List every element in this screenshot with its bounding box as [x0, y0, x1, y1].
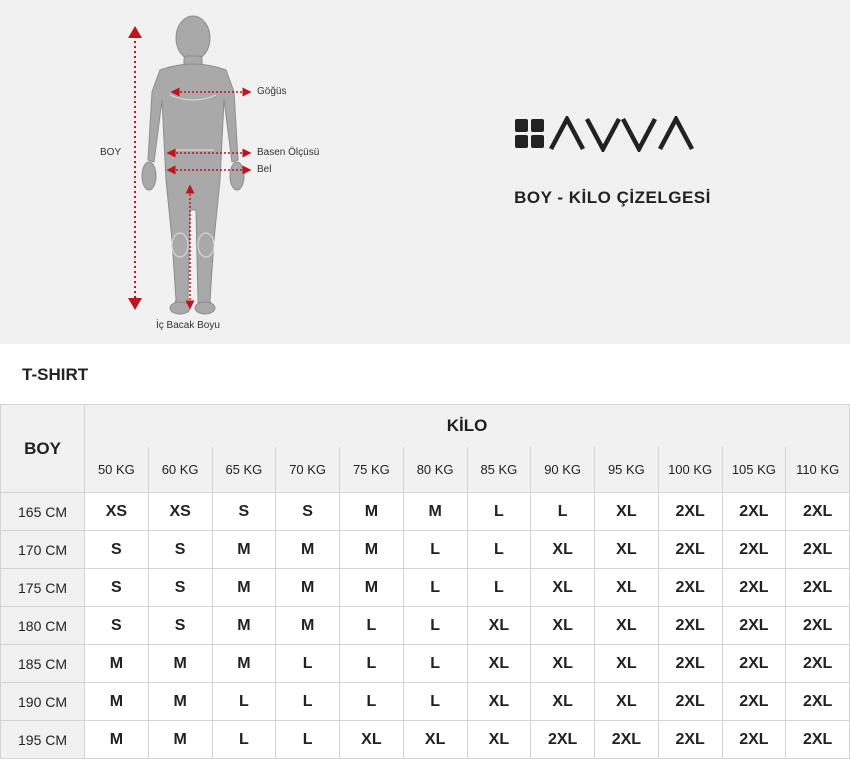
- weight-header: 75 KG: [340, 447, 404, 493]
- size-cell: 2XL: [658, 645, 722, 683]
- size-cell: M: [340, 493, 404, 531]
- size-cell: 2XL: [722, 531, 786, 569]
- size-cell: S: [85, 607, 149, 645]
- size-cell: 2XL: [658, 607, 722, 645]
- size-cell: M: [85, 645, 149, 683]
- size-cell: M: [403, 493, 467, 531]
- size-cell: M: [148, 683, 212, 721]
- size-cell: 2XL: [722, 645, 786, 683]
- size-cell: 2XL: [722, 569, 786, 607]
- size-cell: 2XL: [531, 721, 595, 759]
- table-row: [1, 683, 850, 721]
- size-cell: M: [212, 645, 276, 683]
- size-cell: L: [531, 493, 595, 531]
- weight-header: 70 KG: [276, 447, 340, 493]
- column-group-header-kilo: KİLO: [85, 405, 850, 447]
- table-row: [1, 721, 850, 759]
- section-title: T-SHIRT: [22, 365, 89, 384]
- size-cell: XL: [595, 493, 659, 531]
- table-row: [1, 569, 850, 607]
- size-cell: XL: [531, 607, 595, 645]
- label-ic-bacak: İç Bacak Boyu: [156, 320, 220, 331]
- size-cell: 2XL: [722, 721, 786, 759]
- size-cell: L: [403, 645, 467, 683]
- size-cell: L: [467, 493, 531, 531]
- height-cell: 175 CM: [1, 569, 85, 607]
- weight-header: 85 KG: [467, 447, 531, 493]
- size-cell: 2XL: [658, 493, 722, 531]
- size-cell: L: [403, 569, 467, 607]
- size-cell: XL: [531, 683, 595, 721]
- weight-header: 105 KG: [722, 447, 786, 493]
- size-cell: L: [340, 683, 404, 721]
- height-cell: 165 CM: [1, 493, 85, 531]
- weight-header: 90 KG: [531, 447, 595, 493]
- size-cell: S: [148, 607, 212, 645]
- size-cell: M: [276, 531, 340, 569]
- size-cell: 2XL: [722, 683, 786, 721]
- size-cell: 2XL: [786, 683, 850, 721]
- size-cell: XL: [595, 569, 659, 607]
- weight-header-row: [1, 447, 850, 493]
- size-cell: L: [276, 683, 340, 721]
- height-cell: 170 CM: [1, 531, 85, 569]
- size-cell: L: [340, 607, 404, 645]
- size-cell: M: [212, 569, 276, 607]
- size-cell: L: [276, 645, 340, 683]
- size-cell: XL: [531, 569, 595, 607]
- size-cell: S: [85, 569, 149, 607]
- height-cell: 195 CM: [1, 721, 85, 759]
- measurement-panel: [0, 0, 850, 344]
- size-cell: S: [212, 493, 276, 531]
- weight-header: 110 KG: [786, 447, 850, 493]
- size-cell: S: [148, 531, 212, 569]
- weight-header: 100 KG: [658, 447, 722, 493]
- size-cell: M: [340, 531, 404, 569]
- size-cell: 2XL: [722, 493, 786, 531]
- size-table: [0, 404, 850, 759]
- size-cell: XL: [595, 607, 659, 645]
- weight-header: 60 KG: [148, 447, 212, 493]
- size-cell: L: [403, 683, 467, 721]
- size-cell: M: [340, 569, 404, 607]
- table-row: [1, 493, 850, 531]
- size-cell: XL: [531, 645, 595, 683]
- height-cell: 180 CM: [1, 607, 85, 645]
- label-bel: Bel: [257, 164, 272, 175]
- label-boy: BOY: [100, 147, 122, 158]
- height-cell: 185 CM: [1, 645, 85, 683]
- table-row: [1, 531, 850, 569]
- size-cell: S: [276, 493, 340, 531]
- size-cell: L: [276, 721, 340, 759]
- size-cell: 2XL: [786, 531, 850, 569]
- size-cell: M: [276, 569, 340, 607]
- chart-title: BOY - KİLO ÇİZELGESİ: [514, 188, 711, 207]
- size-cell: L: [212, 721, 276, 759]
- brand-logo: [515, 116, 700, 152]
- size-cell: XL: [340, 721, 404, 759]
- height-cell: 190 CM: [1, 683, 85, 721]
- size-cell: XS: [85, 493, 149, 531]
- size-cell: 2XL: [658, 721, 722, 759]
- label-basen: Basen Ölçüsü: [257, 147, 320, 158]
- size-cell: L: [467, 569, 531, 607]
- size-cell: M: [276, 607, 340, 645]
- four-squares-icon: [515, 119, 544, 148]
- weight-header: 95 KG: [595, 447, 659, 493]
- size-cell: M: [85, 721, 149, 759]
- size-cell: S: [85, 531, 149, 569]
- size-cell: 2XL: [658, 531, 722, 569]
- size-table-body: [1, 493, 850, 759]
- size-cell: 2XL: [658, 569, 722, 607]
- size-cell: 2XL: [786, 645, 850, 683]
- size-cell: XL: [531, 531, 595, 569]
- size-cell: M: [85, 683, 149, 721]
- size-cell: 2XL: [786, 569, 850, 607]
- size-cell: 2XL: [786, 607, 850, 645]
- size-cell: XL: [595, 531, 659, 569]
- size-cell: 2XL: [786, 493, 850, 531]
- size-cell: 2XL: [595, 721, 659, 759]
- size-cell: 2XL: [786, 721, 850, 759]
- size-cell: M: [212, 607, 276, 645]
- size-cell: XL: [467, 645, 531, 683]
- size-cell: M: [148, 645, 212, 683]
- size-cell: XS: [148, 493, 212, 531]
- size-cell: 2XL: [658, 683, 722, 721]
- size-cell: M: [148, 721, 212, 759]
- weight-header: 50 KG: [85, 447, 149, 493]
- size-cell: XL: [595, 683, 659, 721]
- size-cell: L: [403, 531, 467, 569]
- size-cell: L: [212, 683, 276, 721]
- weight-header: 80 KG: [403, 447, 467, 493]
- size-cell: XL: [595, 645, 659, 683]
- human-body-silhouette-icon: [0, 0, 420, 344]
- weight-header: 65 KG: [212, 447, 276, 493]
- size-cell: L: [467, 531, 531, 569]
- size-cell: XL: [403, 721, 467, 759]
- size-cell: XL: [467, 683, 531, 721]
- size-cell: L: [403, 607, 467, 645]
- table-row: [1, 607, 850, 645]
- table-row: [1, 645, 850, 683]
- size-cell: L: [340, 645, 404, 683]
- size-cell: XL: [467, 721, 531, 759]
- row-header-boy: BOY: [1, 405, 85, 493]
- size-cell: 2XL: [722, 607, 786, 645]
- size-cell: M: [212, 531, 276, 569]
- size-cell: S: [148, 569, 212, 607]
- label-gogus: Göğüs: [257, 86, 287, 97]
- size-cell: XL: [467, 607, 531, 645]
